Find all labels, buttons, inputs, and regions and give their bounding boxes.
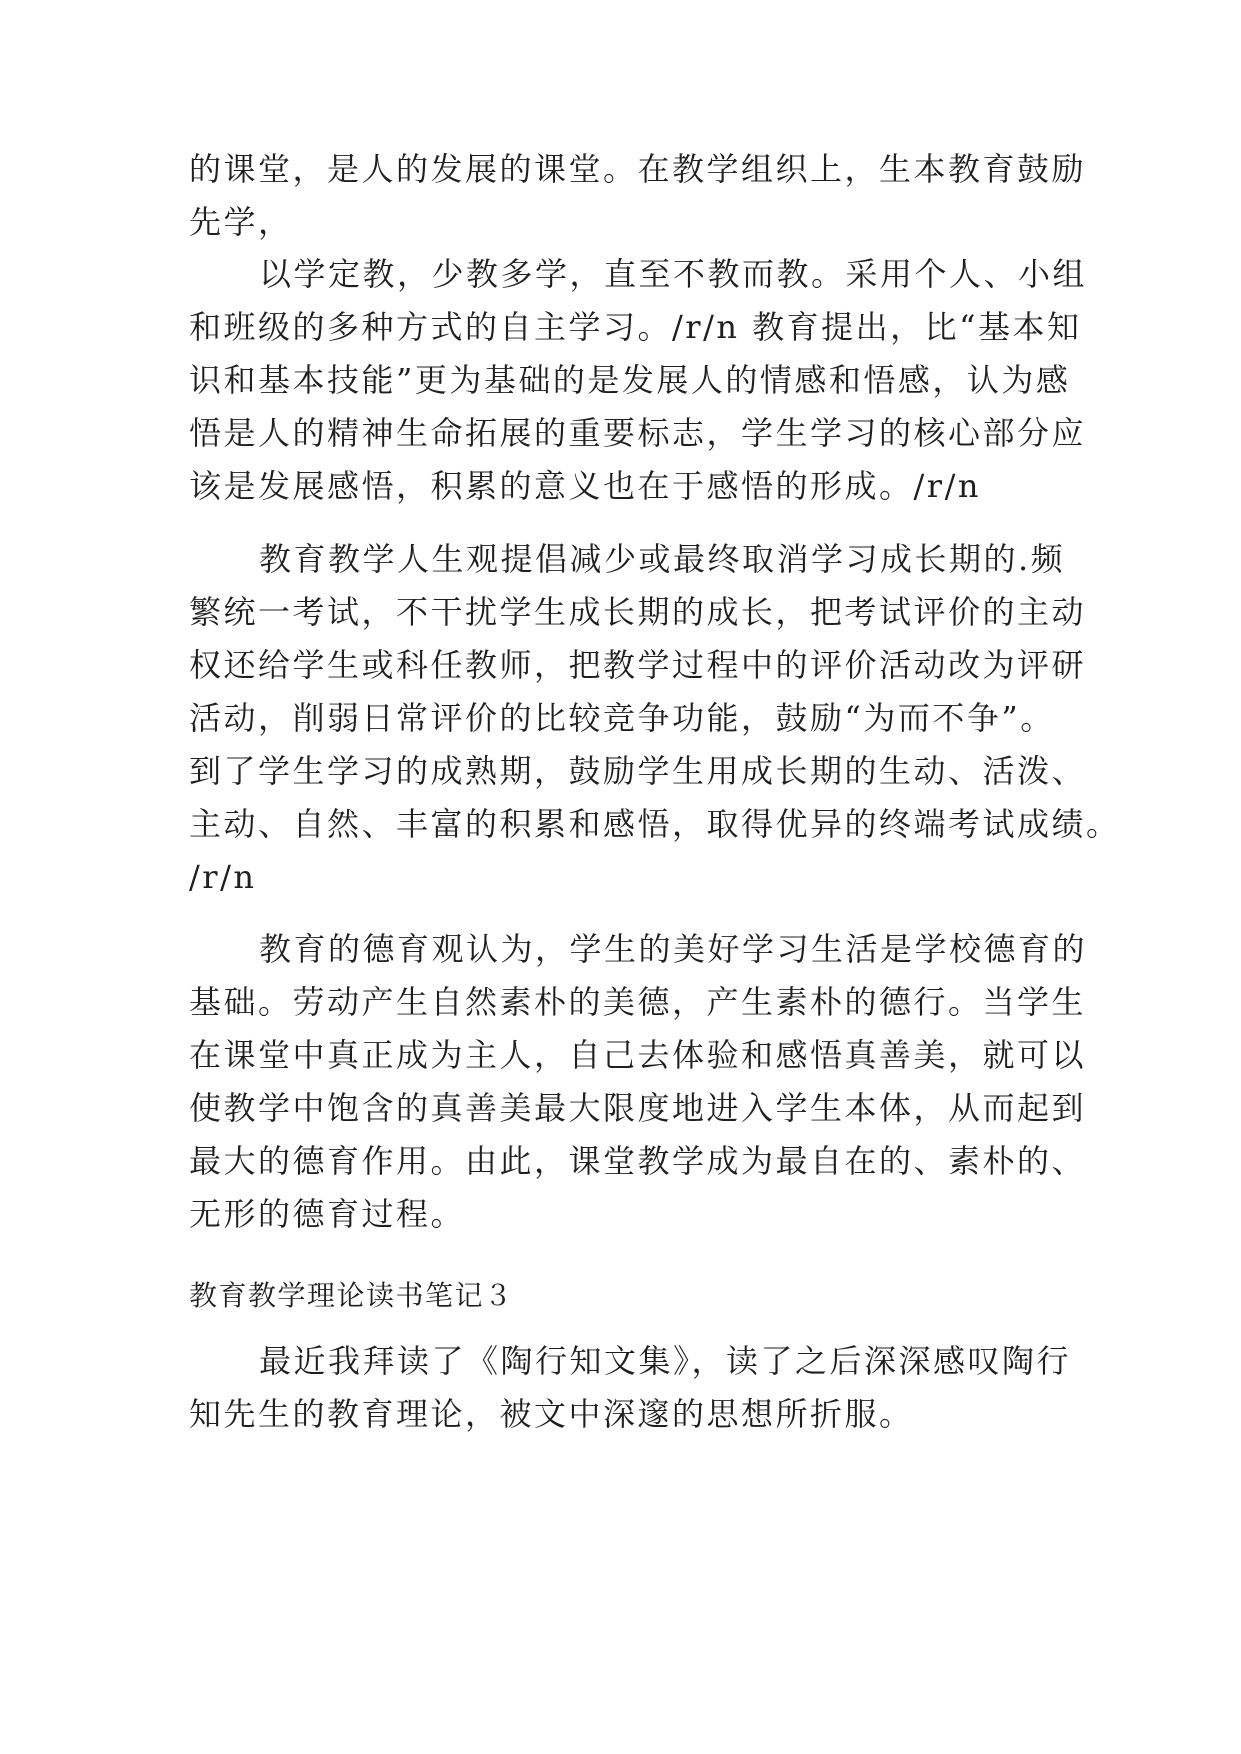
- paragraph-line: 的课堂，是人的发展的课堂。在教学组织上，生本教育鼓励: [189, 150, 1087, 188]
- paragraph-line: 识和基本技能”更为基础的是发展人的情感和悟感，认为感: [189, 361, 1071, 399]
- paragraph-line: 教育的德育观认为，学生的美好学习生活是学校德育的: [259, 930, 1088, 968]
- paragraph-line: 知先生的教育理论，被文中深邃的思想所折服。: [189, 1395, 914, 1433]
- paragraph-line: 无形的德育过程。: [189, 1195, 466, 1233]
- paragraph-line: 以学定教，少教多学，直至不教而教。采用个人、小组: [259, 255, 1088, 293]
- paragraph-line: 最大的德育作用。由此，课堂教学成为最自在的、素朴的、: [189, 1142, 1087, 1180]
- paragraph-line: 使教学中饱含的真善美最大限度地进入学生本体，从而起到: [189, 1089, 1087, 1127]
- paragraph-line: 活动，削弱日常评价的比较竞争功能，鼓励“为而不争”。: [189, 699, 1055, 737]
- paragraph-line: 和班级的多种方式的自主学习。/r/n 教育提出，比“基本知: [189, 308, 1082, 346]
- paragraph-line: /r/n: [189, 858, 257, 896]
- paragraph-line: 繁统一考试，不干扰学生成长期的成长，把考试评价的主动: [189, 593, 1087, 631]
- paragraph-line: 主动、自然、丰富的积累和感悟，取得优异的终端考试成绩。: [189, 805, 1121, 843]
- paragraph-line: 悟是人的精神生命拓展的重要标志，学生学习的核心部分应: [189, 414, 1087, 452]
- paragraph-line: 教育教学人生观提倡减少或最终取消学习成长期的.频: [259, 540, 1066, 578]
- paragraph-line: 基础。劳动产生自然素朴的美德，产生素朴的德行。当学生: [189, 983, 1087, 1021]
- section-heading: 教育教学理论读书笔记３: [189, 1279, 514, 1312]
- paragraph-line: 最近我拜读了《陶行知文集》，读了之后深深感叹陶行: [259, 1342, 1072, 1380]
- paragraph-line: 到了学生学习的成熟期，鼓励学生用成长期的生动、活泼、: [189, 752, 1087, 790]
- paragraph-line: 权还给学生或科任教师，把教学过程中的评价活动改为评研: [189, 646, 1087, 684]
- paragraph-line: 先学，: [189, 203, 293, 241]
- paragraph-line: 该是发展感悟，积累的意义也在于感悟的形成。/r/n: [189, 467, 981, 505]
- paragraph-line: 在课堂中真正成为主人，自己去体验和感悟真善美，就可以: [189, 1036, 1087, 1074]
